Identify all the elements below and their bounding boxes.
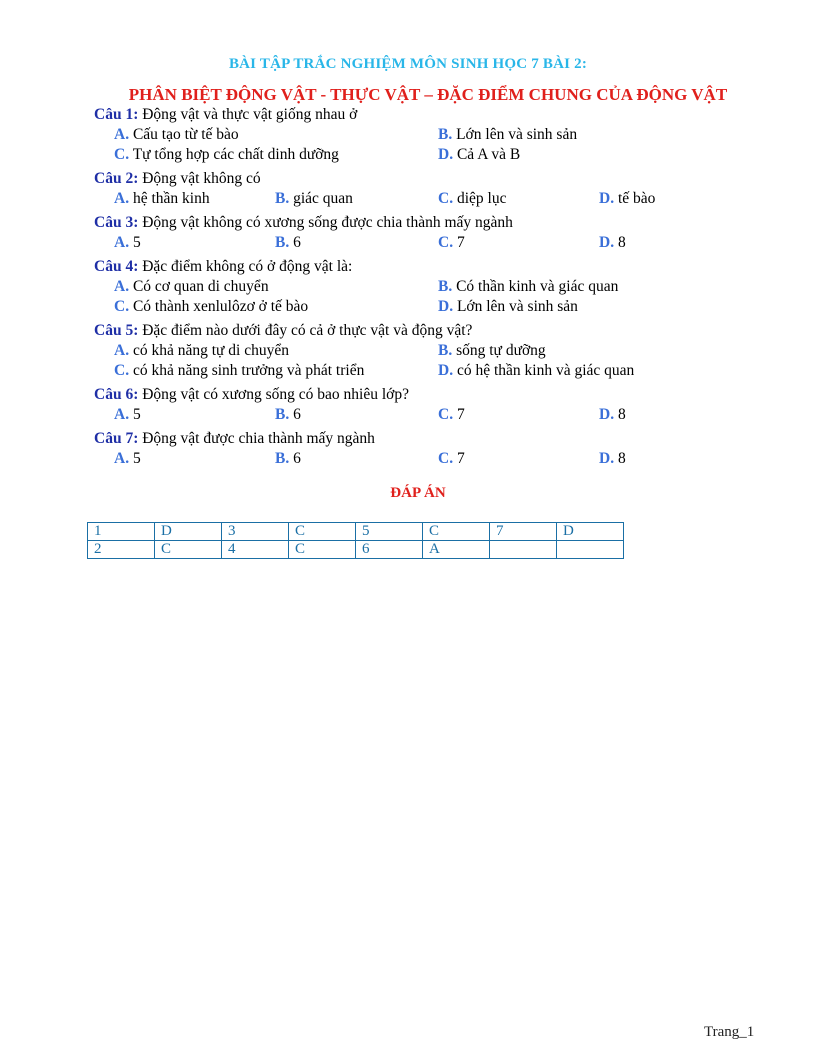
option-c: C. 7 xyxy=(438,234,465,251)
question-4 xyxy=(94,257,734,317)
option-c: C. 7 xyxy=(438,450,465,467)
answer-key-title: ĐÁP ÁN xyxy=(390,485,446,501)
question-text: Động vật và thực vật giống nhau ở xyxy=(142,106,358,123)
question-list xyxy=(94,105,734,473)
option-a: A. Có cơ quan di chuyển xyxy=(114,278,269,295)
option-b: B. giác quan xyxy=(275,190,353,207)
table-cell: D xyxy=(557,523,624,541)
page-title: BÀI TẬP TRẮC NGHIỆM MÔN SINH HỌC 7 BÀI 2: xyxy=(228,56,588,72)
option-b: B. Lớn lên và sinh sản xyxy=(438,126,578,143)
question-text: Đặc điểm nào dưới đây có cả ở thực vật và động vật? xyxy=(142,322,473,339)
answer-key-table xyxy=(87,522,624,559)
question-number: Câu 7: xyxy=(94,430,139,447)
question-number: Câu 1: xyxy=(94,106,139,123)
question-3 xyxy=(94,213,734,253)
option-b: B. sống tự dưỡng xyxy=(438,342,546,359)
option-c: C. có khả năng sinh trưởng và phát triển xyxy=(114,362,365,379)
option-d: D. Lớn lên và sinh sản xyxy=(438,298,578,315)
option-d: D. 8 xyxy=(599,450,626,467)
option-b: B. 6 xyxy=(275,450,301,467)
option-c: C. Tự tổng hợp các chất dinh dưỡng xyxy=(114,146,339,163)
page-subtitle: PHÂN BIỆT ĐỘNG VẬT - THỰC VẬT – ĐẶC ĐIỂM CHUNG CỦA ĐỘNG VẬT xyxy=(128,85,728,104)
option-b: B. 6 xyxy=(275,406,301,423)
option-a: A. 5 xyxy=(114,450,141,467)
option-d: D. 8 xyxy=(599,406,626,423)
table-cell xyxy=(557,541,624,559)
table-cell: 5 xyxy=(356,523,423,541)
question-number: Câu 6: xyxy=(94,386,139,403)
option-b: B. Có thần kinh và giác quan xyxy=(438,278,619,295)
question-text: Đặc điểm không có ở động vật là: xyxy=(142,258,353,275)
question-5 xyxy=(94,321,734,381)
option-b: B. 6 xyxy=(275,234,301,251)
option-c: C. diệp lục xyxy=(438,190,507,207)
table-cell: C xyxy=(289,523,356,541)
option-a: A. 5 xyxy=(114,234,141,251)
question-number: Câu 3: xyxy=(94,214,139,231)
option-d: D. Cả A và B xyxy=(438,146,521,163)
option-c: C. Có thành xenlulôzơ ở tế bào xyxy=(114,298,309,315)
table-cell: 3 xyxy=(222,523,289,541)
question-text: Động vật không có xương sống được chia thành mấy ngành xyxy=(142,214,513,231)
question-number: Câu 2: xyxy=(94,170,139,187)
option-a: A. có khả năng tự di chuyển xyxy=(114,342,289,359)
table-cell: D xyxy=(155,523,222,541)
question-text: Động vật được chia thành mấy ngành xyxy=(142,430,375,447)
question-7 xyxy=(94,429,734,469)
table-cell: C xyxy=(289,541,356,559)
option-a: A. Cấu tạo từ tế bào xyxy=(114,126,239,143)
option-c: C. 7 xyxy=(438,406,465,423)
table-cell: C xyxy=(155,541,222,559)
option-d: D. tế bào xyxy=(599,190,656,207)
question-text: Động vật không có xyxy=(142,170,261,187)
option-a: A. hệ thần kinh xyxy=(114,190,210,207)
question-6 xyxy=(94,385,734,425)
question-text: Động vật có xương sống có bao nhiêu lớp? xyxy=(142,386,409,403)
option-d: D. có hệ thần kinh và giác quan xyxy=(438,362,635,379)
table-cell: 4 xyxy=(222,541,289,559)
option-d: D. 8 xyxy=(599,234,626,251)
question-number: Câu 4: xyxy=(94,258,139,275)
question-2 xyxy=(94,169,734,209)
table-cell: A xyxy=(423,541,490,559)
page-number: Trang_1 xyxy=(704,1024,755,1040)
option-a: A. 5 xyxy=(114,406,141,423)
question-1 xyxy=(94,105,734,165)
question-number: Câu 5: xyxy=(94,322,139,339)
table-cell xyxy=(490,541,557,559)
table-cell: 1 xyxy=(88,523,155,541)
table-cell: 2 xyxy=(88,541,155,559)
table-row xyxy=(88,541,624,559)
table-cell: C xyxy=(423,523,490,541)
table-cell: 7 xyxy=(490,523,557,541)
table-row xyxy=(88,523,624,541)
table-cell: 6 xyxy=(356,541,423,559)
